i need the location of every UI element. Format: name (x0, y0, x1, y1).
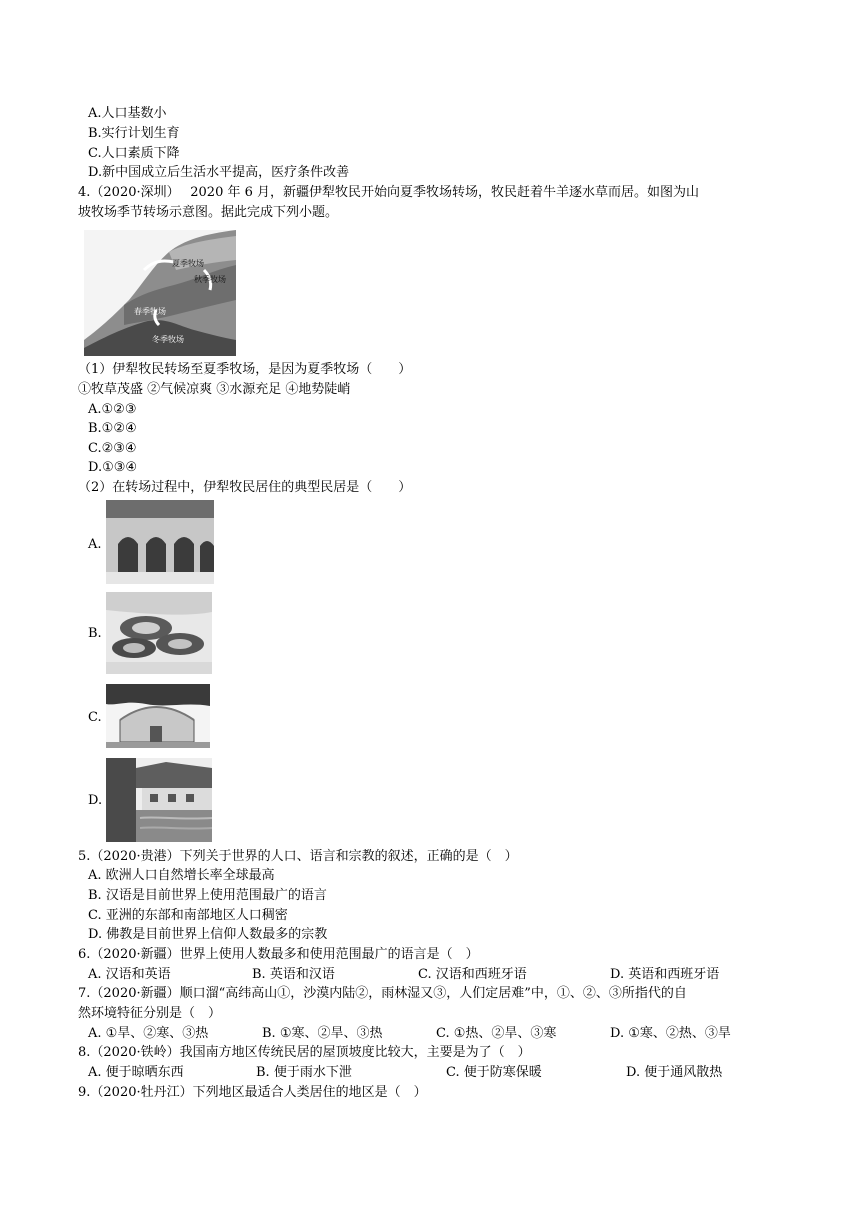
q9-stem: 9.（2020·牡丹江）下列地区最适合人类居住的地区是（ ） (78, 1085, 427, 1100)
q3-option-a: A.人口基数小 (88, 106, 167, 121)
q6-option-b: B. 英语和汉语 (252, 967, 335, 982)
q5-option-d: D. 佛教是目前世界上信仰人数最多的宗教 (88, 927, 328, 942)
q5-option-a: A. 欧洲人口自然增长率全球最高 (88, 868, 275, 883)
q7-option-a: A. ①旱、②寒、③热 (88, 1026, 209, 1041)
q5-option-b: B. 汉语是目前世界上使用范围最广的语言 (88, 888, 327, 903)
q4-sub2-option-d-label: D. (88, 793, 103, 808)
q6-option-a: A. 汉语和英语 (88, 967, 171, 982)
q4-sub1-items: ①牧草茂盛 ②气候凉爽 ③水源充足 ④地势陡峭 (78, 382, 351, 397)
label-summer-pasture: 夏季牧场 (172, 259, 204, 268)
q8-option-c: C. 便于防寒保暖 (446, 1065, 542, 1080)
q4-sub2-option-a-label: A. (88, 537, 102, 552)
q4-sub1-option-d: D.①③④ (88, 460, 138, 475)
yurt-photo (106, 684, 210, 748)
q8-option-d: D. 便于通风散热 (626, 1065, 723, 1080)
q7-stem-line1: 7.（2020·新疆）顺口溜“高纬高山①，沙漠内陆②，雨林湿又③，人们定居难”中，①、②、③所指代的自 (78, 986, 687, 1001)
q7-option-b: B. ①寒、②旱、③热 (262, 1026, 383, 1041)
q8-option-b: B. 便于雨水下泄 (256, 1065, 352, 1080)
q4-sub2-option-c-label: C. (88, 710, 102, 725)
q8-stem: 8.（2020·铁岭）我国南方地区传统民居的屋顶坡度比较大，主要是为了（ ） (78, 1045, 531, 1060)
label-spring-pasture: 春季牧场 (134, 307, 166, 316)
q4-stem-line2: 坡牧场季节转场示意图。据此完成下列小题。 (78, 205, 339, 220)
q4-stem-line1: 4.（2020·深圳） 2020 年 6 月，新疆伊犁牧民开始向夏季牧场转场，牧民赶着牛羊逐水草而居。如图为山 (78, 185, 700, 200)
q6-option-c: C. 汉语和西班牙语 (418, 967, 527, 982)
q5-stem: 5.（2020·贵港）下列关于世界的人口、语言和宗教的叙述，正确的是（ ） (78, 849, 518, 864)
q5-option-c: C. 亚洲的东部和南部地区人口稠密 (88, 908, 288, 923)
q4-sub2-stem: （2）在转场过程中，伊犁牧民居住的典型民居是（ ） (78, 480, 412, 495)
q4-sub2-option-b-label: B. (88, 626, 102, 641)
q7-stem-line2: 然环境特征分别是（ ） (78, 1006, 222, 1021)
q4-sub1-option-b: B.①②④ (88, 421, 137, 436)
tulou-photo (106, 592, 212, 674)
label-autumn-pasture: 秋季牧场 (194, 275, 226, 284)
cave-dwelling-photo (106, 500, 214, 584)
q4-sub1-option-a: A.①②③ (88, 402, 137, 417)
q3-option-b: B.实行计划生育 (88, 126, 180, 141)
q4-sub1-option-c: C.②③④ (88, 441, 137, 456)
q6-option-d: D. 英语和西班牙语 (610, 967, 720, 982)
q3-option-d: D.新中国成立后生活水平提高，医疗条件改善 (88, 165, 350, 180)
q4-sub1-stem: （1）伊犁牧民转场至夏季牧场，是因为夏季牧场（ ） (78, 362, 412, 377)
q6-stem: 6.（2020·新疆）世界上使用人数最多和使用范围最广的语言是（ ） (78, 947, 479, 962)
q7-option-d: D. ①寒、②热、③旱 (610, 1026, 731, 1041)
q3-option-c: C.人口素质下降 (88, 146, 180, 161)
pasture-transhumance-diagram (84, 230, 236, 356)
water-town-photo (106, 758, 212, 842)
q8-option-a: A. 便于晾晒东西 (88, 1065, 184, 1080)
q7-option-c: C. ①热、②旱、③寒 (436, 1026, 557, 1041)
label-winter-pasture: 冬季牧场 (152, 335, 184, 344)
